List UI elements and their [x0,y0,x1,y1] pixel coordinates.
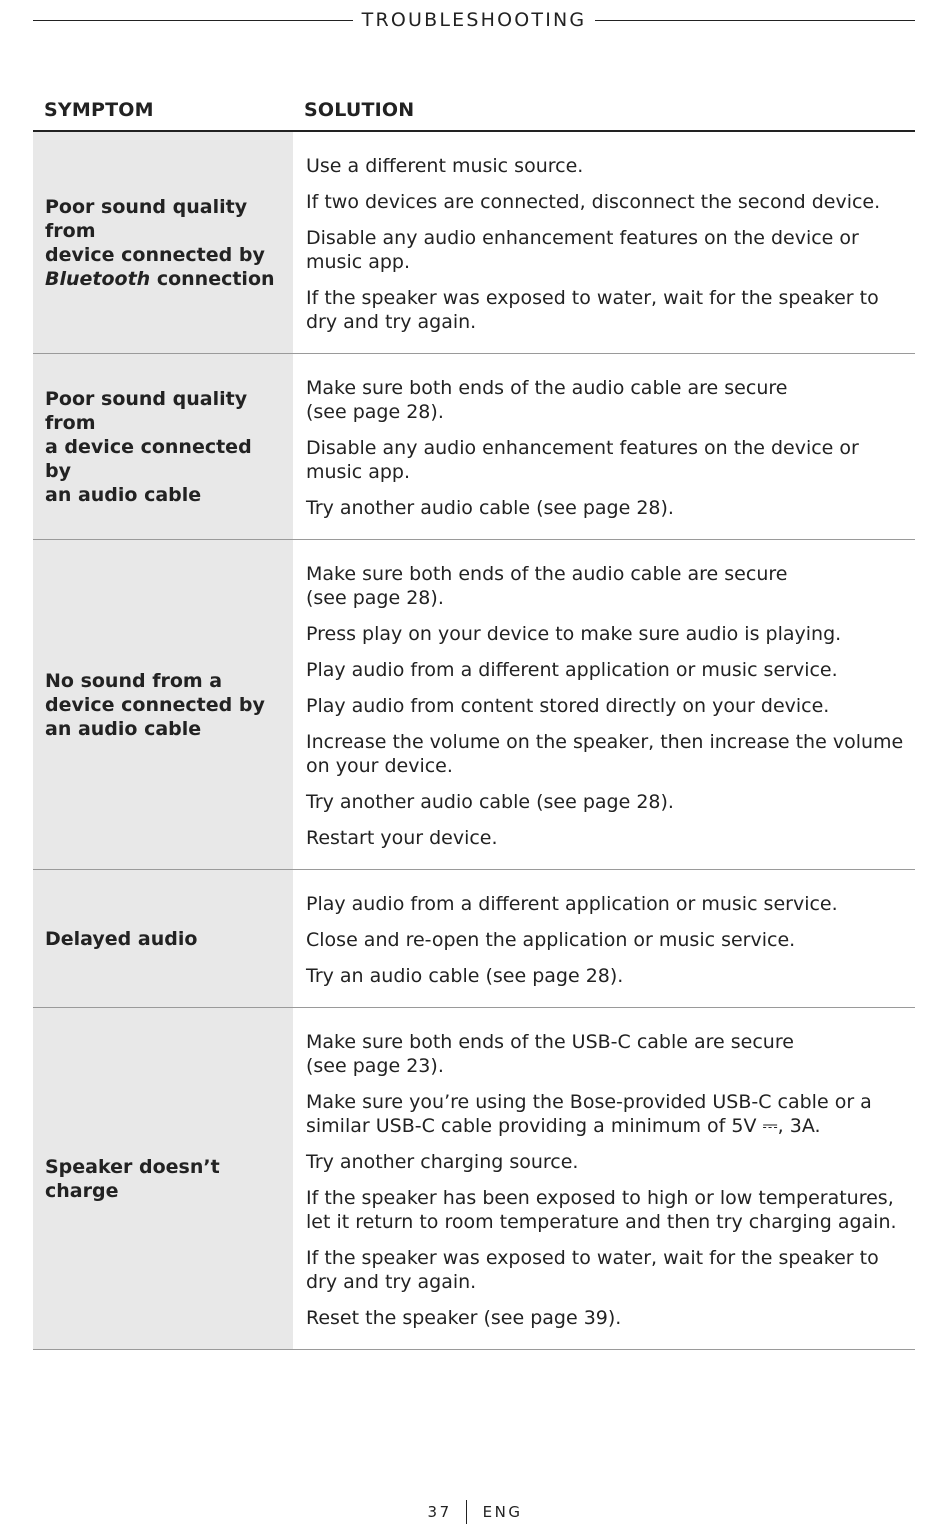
solution-cell [293,540,915,869]
symptom-cell [33,132,293,353]
solution-item: Close and re-open the application or music service. [306,929,796,951]
symptom-text: Poor sound quality from [45,195,248,242]
table-row [33,132,915,354]
solution-item [306,1030,905,1078]
solution-item: If the speaker was exposed to water, wait for the speaker to dry and try again. [306,287,879,333]
symptom-cell [33,540,293,869]
solution-line: (see page 28). [306,587,444,609]
language-label: ENG [482,1503,523,1521]
page-header [33,7,915,33]
solution-item: Play audio from content stored directly on your device. [306,695,830,717]
solution-item: If the speaker was exposed to water, wait for the speaker to dry and try again. [306,1247,879,1293]
solution-item: Disable any audio enhancement features on the device or music app. [306,437,859,483]
symptom-column-header: SYMPTOM [44,99,154,121]
solution-cell [293,132,915,353]
solution-cell [293,870,915,1007]
solution-item: Play audio from a different application or music service. [306,659,838,681]
solution-item: Disable any audio enhancement features on the device or music app. [306,227,859,273]
solution-item: Make sure you’re using the Bose-provided USB-C cable or a similar USB-C cable providing a minimum of 5V ⎓, 3A. [306,1091,872,1137]
symptom-text: a device connected by [45,435,252,482]
solution-line: Make sure both ends of the USB-C cable are secure [306,1031,794,1053]
symptom-text: device connected by [45,693,265,716]
solution-item: If two devices are connected, disconnect the second device. [306,191,881,213]
solution-item: Use a different music source. [306,155,584,177]
table-row [33,540,915,870]
solution-item [306,376,905,424]
symptom-text: No sound from a [45,669,223,692]
solution-item: Try another charging source. [306,1151,579,1173]
symptom-text: an audio cable [45,483,202,506]
solution-item: Press play on your device to make sure audio is playing. [306,623,842,645]
symptom-text: connection [150,267,275,290]
symptom-cell [33,354,293,539]
page-title: TROUBLESHOOTING [361,9,587,31]
solution-cell [293,1008,915,1349]
symptom-text: an audio cable [45,717,202,740]
table-row [33,870,915,1008]
symptom-text: device connected by [45,243,265,266]
solution-item: Reset the speaker (see page 39). [306,1307,622,1329]
symptom-cell [33,870,293,1007]
table-row [33,354,915,540]
footer-separator [466,1500,467,1524]
header-rule-right [595,20,915,21]
table-row [33,1008,915,1350]
symptom-text: Delayed audio [45,927,198,950]
symptom-cell [33,1008,293,1349]
solution-item: Try another audio cable (see page 28). [306,791,674,813]
page-number: 37 [427,1503,452,1521]
solution-item: Play audio from a different application or music service. [306,893,838,915]
solution-column-header: SOLUTION [304,99,415,121]
symptom-text-italic: Bluetooth [45,267,151,290]
symptom-text: Poor sound quality from [45,387,248,434]
solution-item [306,562,905,610]
page-footer [0,1500,950,1524]
solution-item: Try another audio cable (see page 28). [306,497,674,519]
solution-line: (see page 28). [306,401,444,423]
troubleshooting-table [33,132,915,1350]
solution-item: Increase the volume on the speaker, then increase the volume on your device. [306,731,904,777]
solution-line: (see page 23). [306,1055,444,1077]
header-rule-left [33,20,353,21]
symptom-text: Speaker doesn’t charge [45,1155,220,1202]
solution-cell [293,354,915,539]
solution-item: Restart your device. [306,827,498,849]
solution-line: Make sure both ends of the audio cable are secure [306,377,788,399]
solution-item: If the speaker has been exposed to high or low temperatures, let it return to room temperature and then try charging again. [306,1187,897,1233]
solution-line: Make sure both ends of the audio cable are secure [306,563,788,585]
solution-item: Try an audio cable (see page 28). [306,965,624,987]
